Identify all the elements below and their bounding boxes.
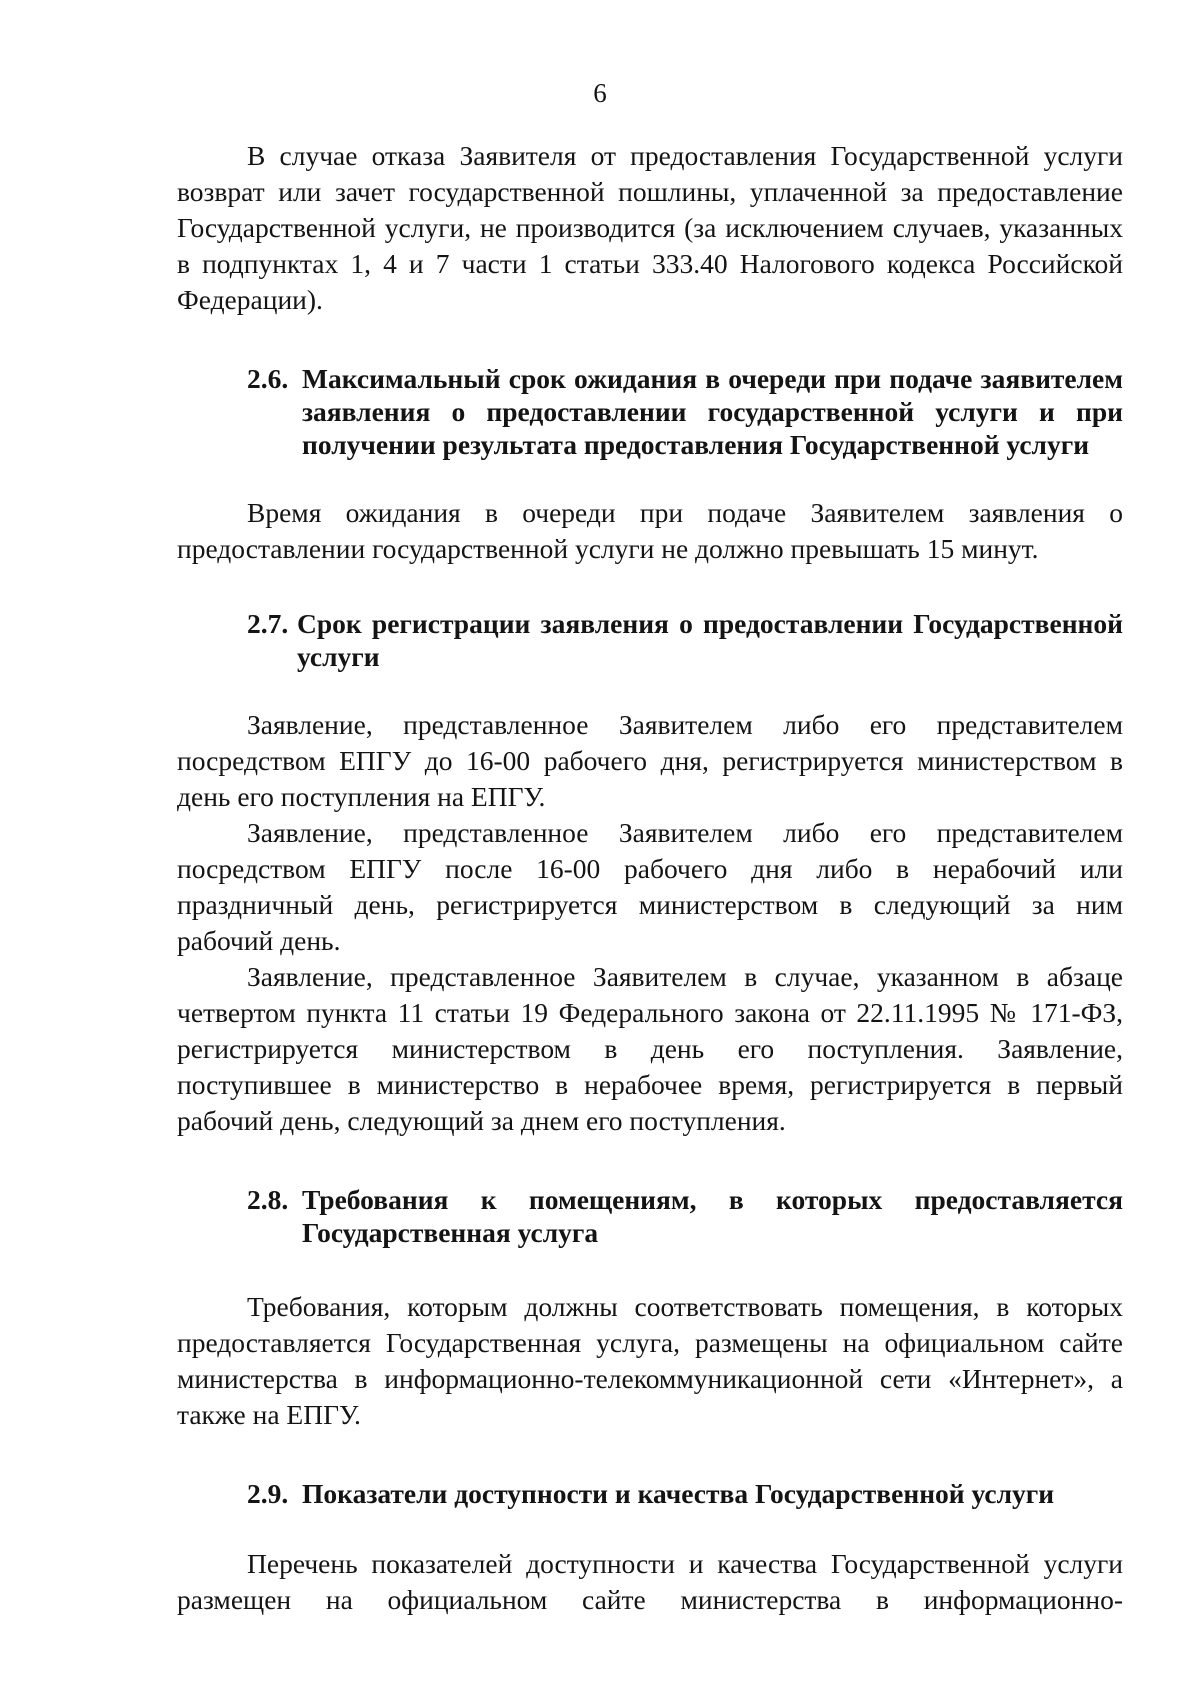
section-2-9-paragraph-1: Перечень показателей доступности и качества Государственной услуги размещен на официальном сайте министерства в информационно- <box>177 1548 1123 1615</box>
intro-paragraph: В случае отказа Заявителя от предоставления Государственной услуги возврат или зачет государственной пошлины, уплаченной за предоставление Государственной услуги, не производится (за исключением случаев, указанных в подпунктах 1, 4 и 7 части 1 статьи 333.40 Налогового кодекса Российской Федерации). <box>177 140 1123 315</box>
section-2-7-paragraph-3: Заявление, представленное Заявителем в случае, указанном в абзаце четвертом пункта 11 статьи 19 Федерального закона от 22.11.1995 № 171-ФЗ, регистрируется министерством в день его поступления. Заявление, поступившее в министерство в нерабочее время, регистрируется в первый рабочий день, следующий за днем его поступления. <box>177 961 1123 1136</box>
section-2-9-heading <box>177 1477 1123 1510</box>
section-2-8-heading <box>177 1183 1123 1249</box>
section-2-9-number: 2.9. <box>247 1478 289 1509</box>
section-2-7-heading <box>177 607 1123 673</box>
section-2-9-title: Показатели доступности и качества Государственной услуги <box>302 1478 1055 1509</box>
section-2-6-number: 2.6. <box>247 363 289 394</box>
section-2-6-title: Максимальный срок ожидания в очереди при подаче заявителем заявления о предоставлении государственной услуги и при получении результата предоставления Государственной услуги <box>302 363 1123 460</box>
section-2-8-number: 2.8. <box>247 1184 289 1215</box>
section-2-7-number: 2.7. <box>247 608 289 639</box>
section-2-8-paragraph-1: Требования, которым должны соответствовать помещения, в которых предоставляется Государственная услуга, размещены на официальном сайте министерства в информационно-телекоммуникационной сети «Интернет», а также на ЕПГУ. <box>177 1291 1123 1430</box>
section-2-7-paragraph-2: Заявление, представленное Заявителем либо его представителем посредством ЕПГУ после 16-00 рабочего дня либо в нерабочий или праздничный день, регистрируется министерством в следующий за ним рабочий день. <box>177 817 1123 956</box>
section-2-7-paragraph-1: Заявление, представленное Заявителем либо его представителем посредством ЕПГУ до 16-00 рабочего дня, регистрируется министерством в день его поступления на ЕПГУ. <box>177 709 1123 812</box>
page-number: 6 <box>593 78 607 108</box>
section-2-8-title: Требования к помещениям, в которых предоставляется Государственная услуга <box>302 1184 1123 1248</box>
document-body <box>177 138 1123 1618</box>
section-2-6-paragraph-1: Время ожидания в очереди при подаче Заявителем заявления о предоставлении государственной услуги не должно превышать 15 минут. <box>177 497 1123 564</box>
section-2-6-heading <box>177 362 1123 461</box>
section-2-7-title: Срок регистрации заявления о предоставлении Государственной услуги <box>297 608 1123 672</box>
